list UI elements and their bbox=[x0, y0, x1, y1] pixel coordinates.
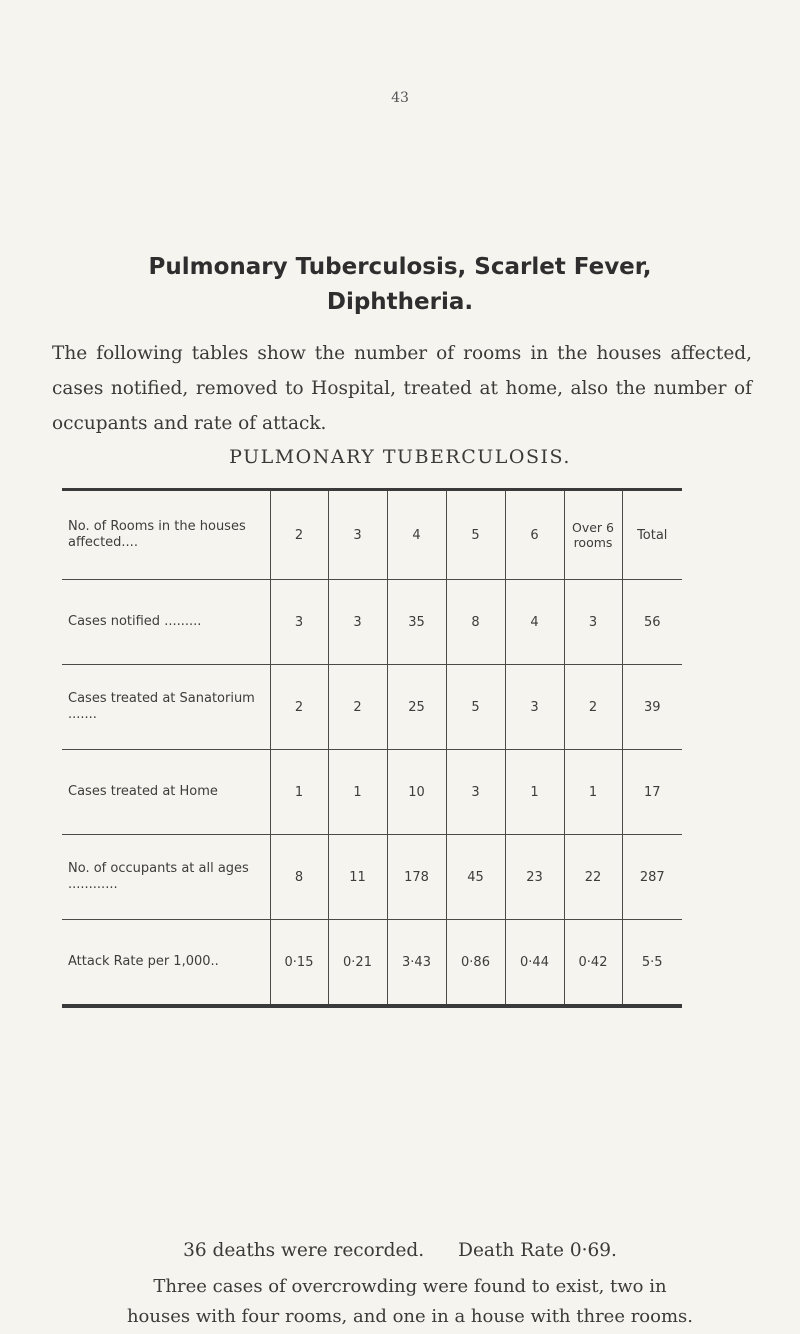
table-cell: 5 bbox=[446, 665, 505, 750]
table-cell: 35 bbox=[387, 580, 446, 665]
header-cell: Over 6 rooms bbox=[564, 490, 622, 580]
table-title: PULMONARY TUBERCULOSIS. bbox=[229, 446, 571, 468]
table-cell: 3 bbox=[505, 665, 564, 750]
table-cell: 2 bbox=[270, 665, 328, 750]
table-cell: 39 bbox=[622, 665, 682, 750]
row-label: Cases notified ......... bbox=[62, 580, 270, 665]
death-rate: Death Rate 0·69. bbox=[458, 1240, 617, 1261]
header-cell: 4 bbox=[387, 490, 446, 580]
intro-paragraph: The following tables show the number of rooms in the houses affected, cases notified, removed to Hospital, treated at home, also the number of occupants and rate of attack. bbox=[52, 343, 752, 434]
header-cell: 2 bbox=[270, 490, 328, 580]
table-cell: 0·21 bbox=[328, 920, 387, 1007]
table-cell: 25 bbox=[387, 665, 446, 750]
deaths-recorded: 36 deaths were recorded. bbox=[183, 1240, 425, 1261]
tuberculosis-table bbox=[62, 488, 682, 1008]
table-cell: 1 bbox=[270, 750, 328, 835]
table-cell: 178 bbox=[387, 835, 446, 920]
table-cell: 10 bbox=[387, 750, 446, 835]
header-cell: Total bbox=[622, 490, 682, 580]
table-row bbox=[62, 580, 682, 665]
table-cell: 2 bbox=[328, 665, 387, 750]
header-label: No. of Rooms in the houses affected.... bbox=[62, 490, 270, 580]
table-cell: 3 bbox=[328, 580, 387, 665]
table-row bbox=[62, 835, 682, 920]
table-cell: 1 bbox=[328, 750, 387, 835]
table-cell: 3 bbox=[270, 580, 328, 665]
table-row bbox=[62, 665, 682, 750]
table-cell: 4 bbox=[505, 580, 564, 665]
table-cell: 23 bbox=[505, 835, 564, 920]
table-cell: 45 bbox=[446, 835, 505, 920]
overcrowding-paragraph: Three cases of overcrowding were found to exist, two in houses with four rooms, and one in a house with three rooms. bbox=[126, 1276, 694, 1327]
table-cell: 0·15 bbox=[270, 920, 328, 1007]
table-cell: 8 bbox=[446, 580, 505, 665]
header-cell: 3 bbox=[328, 490, 387, 580]
table-cell: 56 bbox=[622, 580, 682, 665]
row-label: Attack Rate per 1,000.. bbox=[68, 954, 219, 969]
row-label: Cases treated at Sanatorium ....... bbox=[62, 665, 270, 750]
table-cell: 11 bbox=[328, 835, 387, 920]
page-number: 43 bbox=[391, 90, 409, 106]
table-cell: 0·44 bbox=[505, 920, 564, 1007]
table-cell: 3·43 bbox=[387, 920, 446, 1007]
header-cell: 5 bbox=[446, 490, 505, 580]
table-cell: 1 bbox=[564, 750, 622, 835]
table-cell: 3 bbox=[446, 750, 505, 835]
row-label: No. of occupants at all ages ............ bbox=[62, 835, 270, 920]
table-cell: 8 bbox=[270, 835, 328, 920]
table-cell: 5·5 bbox=[622, 920, 682, 1007]
table-header-row bbox=[62, 490, 682, 580]
table-cell: 3 bbox=[564, 580, 622, 665]
table-row bbox=[62, 750, 682, 835]
table-cell: 2 bbox=[564, 665, 622, 750]
table-cell: 287 bbox=[622, 835, 682, 920]
header-cell: 6 bbox=[505, 490, 564, 580]
table-cell: 0·86 bbox=[446, 920, 505, 1007]
page-heading: Pulmonary Tuberculosis, Scarlet Fever, Diphtheria. bbox=[148, 254, 652, 315]
table-row bbox=[62, 920, 682, 1007]
row-label: Cases treated at Home bbox=[62, 750, 270, 835]
deaths-line bbox=[0, 1240, 800, 1261]
table-cell: 1 bbox=[505, 750, 564, 835]
table-cell: 0·42 bbox=[564, 920, 622, 1007]
table-cell: 17 bbox=[622, 750, 682, 835]
table-cell: 22 bbox=[564, 835, 622, 920]
